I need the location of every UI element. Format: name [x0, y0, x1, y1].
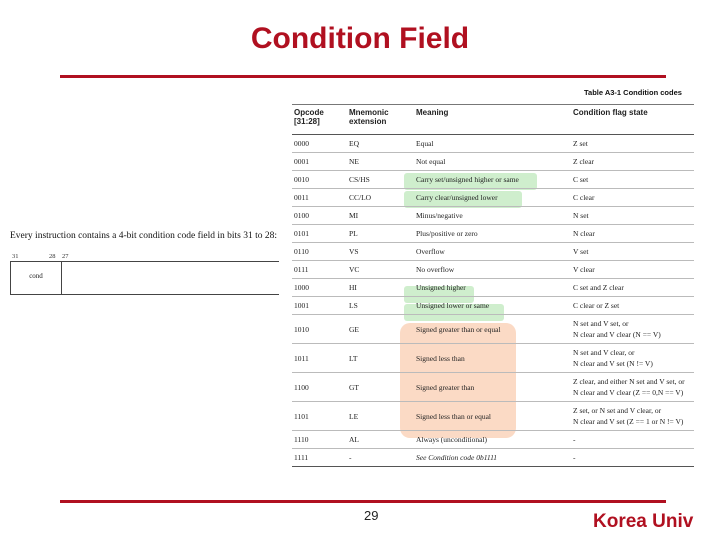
- cell-meaning: Minus/negative: [414, 207, 571, 225]
- brand-label: Korea Univ: [593, 511, 694, 532]
- cell-opcode: 1101: [292, 402, 347, 431]
- cell-mnemonic: GT: [347, 373, 414, 402]
- cell-opcode: 0101: [292, 225, 347, 243]
- cell-mnemonic: MI: [347, 207, 414, 225]
- bit-label-28: 28: [49, 253, 56, 260]
- cell-meaning: Unsigned higher: [414, 279, 571, 297]
- cell-opcode: 0011: [292, 189, 347, 207]
- cell-mnemonic: CC/LO: [347, 189, 414, 207]
- cell-meaning: Signed greater than: [414, 373, 571, 402]
- cell-mnemonic: LE: [347, 402, 414, 431]
- table-row: [292, 449, 694, 467]
- table-row: [292, 153, 694, 171]
- cell-opcode: 0010: [292, 171, 347, 189]
- cell-flags: -: [571, 431, 694, 449]
- condition-codes-table: [292, 104, 694, 467]
- table-header-row: [292, 105, 694, 135]
- page-number: 29: [364, 508, 379, 523]
- cell-opcode: 0001: [292, 153, 347, 171]
- table-row: [292, 243, 694, 261]
- cell-mnemonic: LS: [347, 297, 414, 315]
- bit-label-31: 31: [12, 253, 19, 260]
- cell-flags: N set and V set, or N clear and V clear (N == V): [571, 315, 694, 344]
- table-row: [292, 431, 694, 449]
- cell-mnemonic: VS: [347, 243, 414, 261]
- cell-mnemonic: HI: [347, 279, 414, 297]
- cell-flags: C clear or Z set: [571, 297, 694, 315]
- cell-opcode: 1011: [292, 344, 347, 373]
- cell-mnemonic: GE: [347, 315, 414, 344]
- slide-title: Condition Field: [250, 22, 470, 55]
- cell-mnemonic: LT: [347, 344, 414, 373]
- cell-mnemonic: -: [347, 449, 414, 467]
- instruction-field-diagram: [10, 261, 279, 295]
- cell-flags: C set and Z clear: [571, 279, 694, 297]
- table-row: [292, 225, 694, 243]
- table-row: [292, 279, 694, 297]
- cell-flags: N set and V clear, or N clear and V set (N != V): [571, 344, 694, 373]
- cell-flags: Z set: [571, 135, 694, 153]
- cell-mnemonic: PL: [347, 225, 414, 243]
- cell-opcode: 1000: [292, 279, 347, 297]
- cell-meaning: Unsigned lower or same: [414, 297, 571, 315]
- table-row: [292, 171, 694, 189]
- table-caption: Table A3-1 Condition codes: [584, 88, 682, 97]
- cell-opcode: 1110: [292, 431, 347, 449]
- cell-opcode: 1111: [292, 449, 347, 467]
- cell-meaning: Overflow: [414, 243, 571, 261]
- cell-flags: -: [571, 449, 694, 467]
- table-row: [292, 297, 694, 315]
- cell-opcode: 0000: [292, 135, 347, 153]
- bit-label-27: 27: [62, 253, 69, 260]
- cell-meaning: Carry set/unsigned higher or same: [414, 171, 571, 189]
- cell-meaning: Carry clear/unsigned lower: [414, 189, 571, 207]
- cell-meaning: See Condition code 0b1111: [414, 449, 571, 467]
- cell-flags: Z clear, and either N set and V set, or N clear and V clear (Z == 0,N == V): [571, 373, 694, 402]
- cell-mnemonic: CS/HS: [347, 171, 414, 189]
- cell-mnemonic: VC: [347, 261, 414, 279]
- table-row: [292, 261, 694, 279]
- cell-opcode: 1010: [292, 315, 347, 344]
- cell-mnemonic: NE: [347, 153, 414, 171]
- cell-flags: Z clear: [571, 153, 694, 171]
- cell-opcode: 0100: [292, 207, 347, 225]
- cell-flags: N clear: [571, 225, 694, 243]
- cell-flags: N set: [571, 207, 694, 225]
- cell-meaning: Plus/positive or zero: [414, 225, 571, 243]
- cell-meaning: Signed less than: [414, 344, 571, 373]
- cell-meaning: No overflow: [414, 261, 571, 279]
- cell-meaning: Signed greater than or equal: [414, 315, 571, 344]
- table-row: [292, 402, 694, 431]
- cond-field-label: cond: [29, 272, 43, 280]
- table-row: [292, 207, 694, 225]
- cell-flags: Z set, or N set and V clear, or N clear and V set (Z == 1 or N != V): [571, 402, 694, 431]
- cell-meaning: Signed less than or equal: [414, 402, 571, 431]
- table-row: [292, 315, 694, 344]
- table-row: [292, 373, 694, 402]
- cell-opcode: 1100: [292, 373, 347, 402]
- header-mnemonic: Mnemonic extension: [347, 105, 414, 135]
- cell-mnemonic: AL: [347, 431, 414, 449]
- top-divider: [60, 75, 666, 78]
- bottom-divider: [60, 500, 666, 503]
- cell-flags: C set: [571, 171, 694, 189]
- table-row: [292, 135, 694, 153]
- cell-meaning: Equal: [414, 135, 571, 153]
- header-flags: Condition flag state: [571, 105, 694, 135]
- cell-flags: V set: [571, 243, 694, 261]
- cell-meaning: Not equal: [414, 153, 571, 171]
- cell-flags: V clear: [571, 261, 694, 279]
- header-meaning: Meaning: [414, 105, 571, 135]
- instruction-note: Every instruction contains a 4-bit condition code field in bits 31 to 28:: [10, 231, 278, 241]
- cell-mnemonic: EQ: [347, 135, 414, 153]
- header-opcode: Opcode [31:28]: [292, 105, 347, 135]
- table-row: [292, 344, 694, 373]
- cell-opcode: 0111: [292, 261, 347, 279]
- cell-opcode: 0110: [292, 243, 347, 261]
- cell-flags: C clear: [571, 189, 694, 207]
- cell-opcode: 1001: [292, 297, 347, 315]
- field-divider: [61, 262, 62, 294]
- table-row: [292, 189, 694, 207]
- cell-meaning: Always (unconditional): [414, 431, 571, 449]
